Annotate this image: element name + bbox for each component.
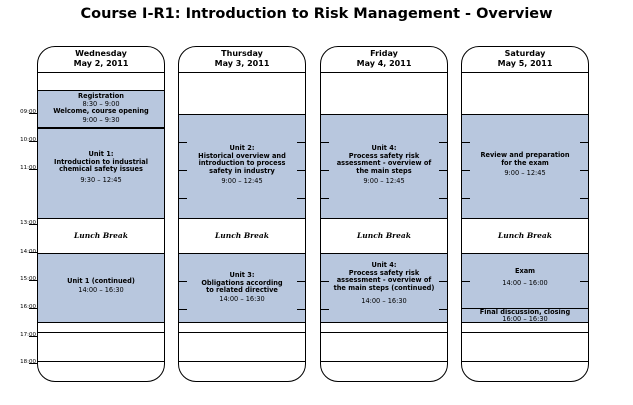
day-date: May 4, 2011 — [356, 58, 412, 68]
hour-tick — [297, 142, 305, 143]
day-date: May 3, 2011 — [214, 58, 270, 68]
session-subtitle: Obligations according to related directive — [201, 278, 283, 295]
divider — [38, 332, 164, 333]
hour-tick — [321, 198, 329, 199]
session-title: Unit 1: — [88, 150, 114, 158]
day-column-wednesday — [37, 46, 165, 382]
axis-tick — [29, 336, 37, 337]
hour-tick — [439, 309, 447, 310]
day-header — [179, 47, 305, 73]
axis-tick — [29, 252, 37, 253]
hour-tick — [321, 170, 329, 171]
time-label-1300: 13:00 — [20, 220, 36, 226]
session-registration — [38, 90, 164, 128]
hour-tick — [321, 281, 329, 282]
session-time: 14:00 – 16:00 — [502, 278, 548, 287]
time-label-1400: 14:00 — [20, 249, 36, 255]
time-label-1000: 10:00 — [20, 137, 36, 143]
day-weekday: Wednesday — [75, 49, 127, 58]
session-title: Unit 2: — [229, 144, 255, 152]
hour-tick — [462, 142, 470, 143]
divider — [179, 72, 305, 73]
day-weekday: Saturday — [504, 49, 546, 58]
hour-tick — [321, 309, 329, 310]
session-time: 9:00 – 12:45 — [504, 169, 546, 178]
session-time: 9:00 – 12:45 — [221, 177, 263, 186]
session-unit-1 — [38, 128, 164, 219]
hour-tick — [297, 309, 305, 310]
divider — [321, 332, 447, 333]
hour-tick — [439, 198, 447, 199]
time-label-0900: 09:00 — [20, 109, 36, 115]
hour-tick — [297, 170, 305, 171]
day-column-friday — [320, 46, 448, 382]
hour-tick — [179, 170, 187, 171]
session-title: Unit 4: — [371, 261, 397, 269]
time-label-1800: 18:00 — [20, 359, 36, 365]
day-header — [321, 47, 447, 73]
hour-tick — [439, 142, 447, 143]
axis-tick — [29, 141, 37, 142]
hour-tick — [462, 170, 470, 171]
session-subtitle: Historical overview and introduction to process safety in industry — [198, 151, 286, 175]
day-weekday: Friday — [370, 49, 398, 58]
divider — [462, 361, 588, 362]
hour-tick — [179, 281, 187, 282]
session-title: Unit 1 (continued) — [67, 277, 135, 285]
divider — [179, 361, 305, 362]
hour-tick — [580, 142, 588, 143]
hour-tick — [580, 198, 588, 199]
axis-tick — [29, 363, 37, 364]
day-header — [38, 47, 164, 73]
hour-tick — [297, 198, 305, 199]
time-label-1100: 11:00 — [20, 165, 36, 171]
hour-tick — [321, 142, 329, 143]
hour-tick — [580, 281, 588, 282]
session-closing — [462, 308, 588, 323]
day-date: May 5, 2011 — [497, 58, 553, 68]
page-title: Course I-R1: Introduction to Risk Management - Overview — [80, 6, 553, 22]
axis-tick — [29, 169, 37, 170]
session-time: 14:00 – 16:30 — [361, 297, 407, 306]
day-weekday: Thursday — [221, 49, 263, 58]
session-subtitle: Introduction to industrial chemical safety issues — [54, 157, 148, 174]
hour-tick — [297, 281, 305, 282]
lunch-break: Lunch Break — [74, 231, 128, 240]
session-time: 9:00 – 12:45 — [363, 177, 405, 186]
session-time: 9:00 – 9:30 — [82, 115, 120, 124]
axis-tick — [29, 113, 37, 114]
hour-tick — [179, 309, 187, 310]
axis-tick — [29, 224, 37, 225]
hour-tick — [462, 281, 470, 282]
hour-tick — [462, 198, 470, 199]
time-label-1700: 17:00 — [20, 332, 36, 338]
day-column-saturday — [461, 46, 589, 382]
session-unit-3 — [179, 253, 305, 323]
divider — [38, 72, 164, 73]
divider — [179, 332, 305, 333]
divider — [321, 361, 447, 362]
axis-tick — [29, 280, 37, 281]
hour-tick — [439, 281, 447, 282]
session-unit-2 — [179, 114, 305, 219]
session-time: 8:30 – 9:00 — [82, 99, 120, 108]
session-title: Final discussion, closing — [479, 308, 571, 316]
session-title: Exam — [514, 267, 536, 275]
lunch-break: Lunch Break — [498, 231, 552, 240]
session-unit-4 — [321, 114, 447, 219]
session-unit-4-continued — [321, 253, 447, 323]
session-time: 16:00 – 16:30 — [502, 314, 548, 323]
session-title: Unit 4: — [371, 144, 397, 152]
day-date: May 2, 2011 — [73, 58, 129, 68]
session-exam-review — [462, 114, 588, 219]
hour-tick — [439, 170, 447, 171]
time-label-1500: 15:00 — [20, 276, 36, 282]
session-subtitle: Process safety risk assessment - overview of the main steps (continued) — [333, 268, 435, 292]
session-exam — [462, 253, 588, 309]
session-title: Unit 3: — [229, 271, 255, 279]
hour-tick — [580, 170, 588, 171]
divider — [321, 72, 447, 73]
day-header — [462, 47, 588, 73]
time-label-1600: 16:00 — [20, 304, 36, 310]
session-time: 9:30 – 12:45 — [80, 175, 122, 184]
lunch-break: Lunch Break — [215, 231, 269, 240]
session-title: Registration — [78, 92, 124, 100]
session-unit-1-continued — [38, 253, 164, 323]
divider — [462, 332, 588, 333]
divider — [38, 361, 164, 362]
session-time: 14:00 – 16:30 — [78, 285, 124, 294]
axis-tick — [29, 308, 37, 309]
day-column-thursday — [178, 46, 306, 382]
time-axis — [0, 0, 38, 405]
session-time: 14:00 – 16:30 — [219, 294, 265, 303]
session-title: Welcome, course opening — [53, 107, 149, 116]
hour-tick — [179, 142, 187, 143]
lunch-break: Lunch Break — [357, 231, 411, 240]
divider — [462, 72, 588, 73]
session-title: Review and preparation for the exam — [480, 151, 570, 167]
hour-tick — [179, 198, 187, 199]
session-subtitle: Process safety risk assessment - overview of the main steps — [336, 151, 432, 175]
